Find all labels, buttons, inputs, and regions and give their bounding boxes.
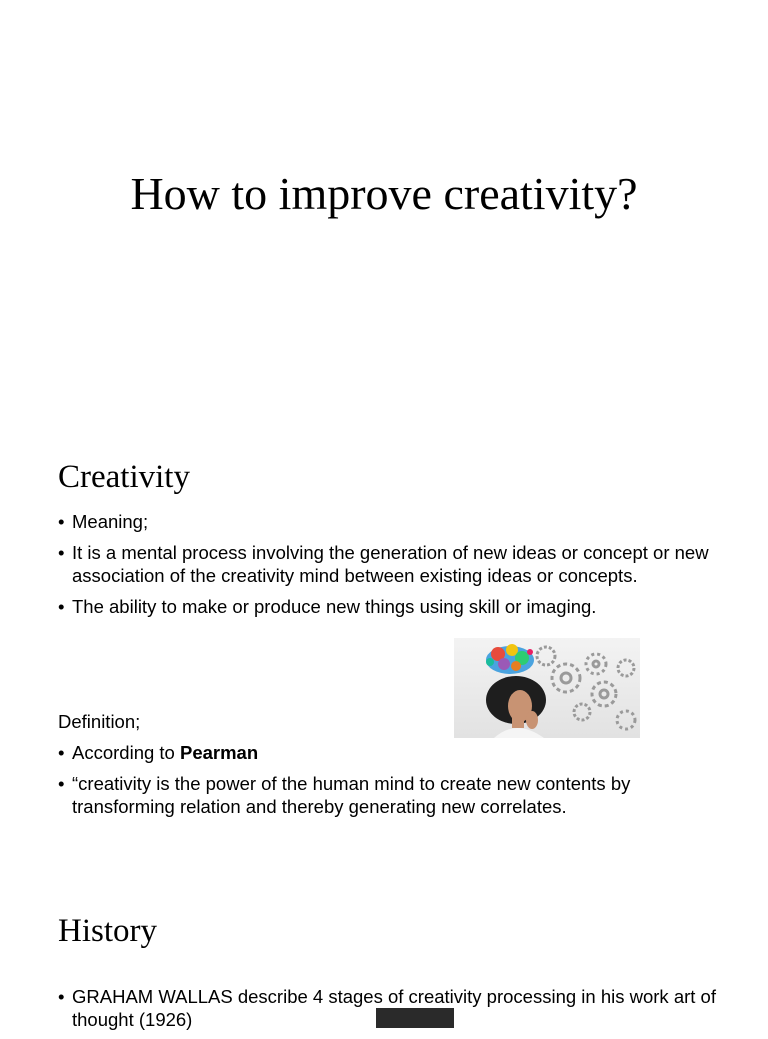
creativity-heading: Creativity — [58, 459, 190, 495]
bullet-ability: • The ability to make or produce new things using skill or imaging. — [58, 595, 718, 618]
bullet-graham-wallas: • GRAHAM WALLAS describe 4 stages of creativity processing in his work art of thought (1926) — [58, 985, 718, 1031]
definition-label: Definition; — [58, 711, 141, 732]
woman-thinking-gears-image — [454, 638, 640, 738]
slide-title: How to improve creativity? — [130, 168, 638, 219]
history-heading: History — [58, 913, 157, 949]
bullet-meaning: • Meaning; — [58, 510, 718, 533]
bullet-quote: • “creativity is the power of the human mind to create new contents by transforming relation and thereby generating new correlates. — [58, 772, 718, 818]
according-prefix: According to — [72, 742, 180, 763]
according-name: Pearman — [179, 742, 259, 763]
bullet-mental-process: • It is a mental process involving the generation of new ideas or concept or new association of the creativity mind between existing ideas or concepts. — [58, 541, 718, 587]
bullet-according-to — [58, 741, 718, 764]
creativity-bullets — [58, 510, 718, 626]
creativity-illustration — [454, 638, 640, 738]
definition-bullets — [58, 741, 718, 826]
history-image — [376, 1008, 454, 1028]
